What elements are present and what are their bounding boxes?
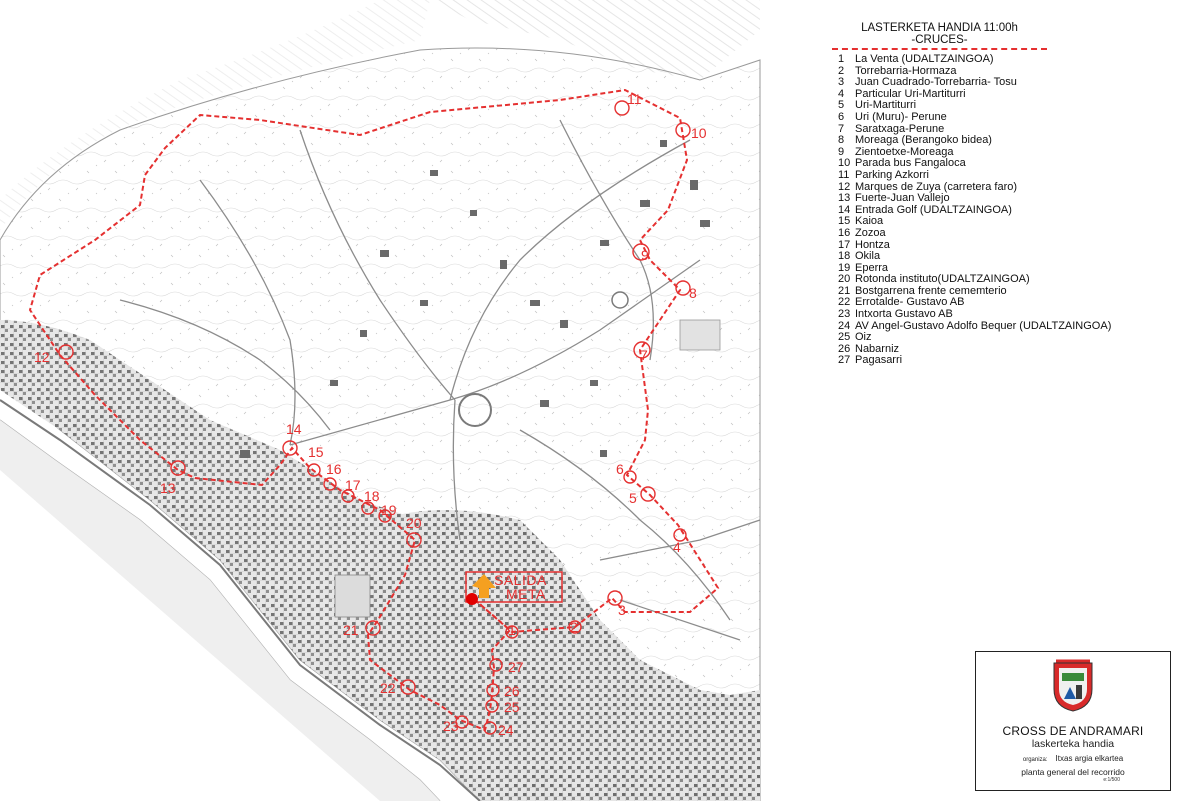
legend-item-name: Fuerte-Juan Vallejo [855,192,950,205]
cp-14: 14 [286,421,302,437]
legend-item [832,251,1172,263]
legend-item-number: 15 [838,215,851,228]
cp-4: 4 [673,539,681,555]
legend-item-number: 4 [838,87,845,100]
legend-item-name: Entrada Golf (UDALTZAINGOA) [855,203,1012,216]
cp-7: 7 [640,347,648,363]
legend-item-name: Bostgarrena frente cememterio [855,284,1007,297]
legend-item-name: Rotonda instituto(UDALTZAINGOA) [855,273,1030,286]
start-marker-icon [466,593,478,605]
legend-item-number: 19 [838,261,851,274]
legend-item-number: 8 [838,134,845,147]
legend-item-number: 1 [838,53,845,65]
legend-item-number: 26 [838,342,851,355]
cp-9: 9 [641,247,649,263]
legend-subtitle: -CRUCES- [911,34,968,46]
legend-item-name: AV Angel-Gustavo Adolfo Bequer (UDALTZAINGOA) [855,319,1112,332]
cp-20: 20 [406,515,422,531]
legend-item-name: Errotalde- Gustavo AB [855,296,965,309]
legend-item-name: Marques de Zuya (carretera faro) [855,180,1018,193]
cp-25: 25 [504,699,520,715]
scale-text: e:1/500 [1103,777,1120,783]
legend-item-number: 25 [838,331,851,344]
cp-1: 1 [508,622,516,638]
legend-title: LASTERKETA HANDIA 11:00h [861,22,1018,34]
legend-item [832,321,1172,333]
organizer-label: organiza: [1022,757,1048,763]
sports-field [335,575,370,617]
cp-22: 22 [380,680,396,696]
legend [832,22,1172,367]
cp-10: 10 [691,125,707,141]
legend-item-name: Zientoetxe-Moreaga [855,145,954,158]
legend-item-name: La Venta (UDALTZAINGOA) [855,53,994,65]
legend-item-number: 3 [838,76,845,89]
legend-item-number: 5 [838,99,845,112]
legend-item-number: 27 [838,354,851,367]
organizer-name: Itxas argia elkartea [1055,754,1124,763]
legend-item [832,205,1172,217]
cp-5: 5 [629,490,637,506]
legend-item-name: Intxorta Gustavo AB [855,308,953,321]
legend-item-name: Saratxaga-Perune [855,122,945,135]
legend-item [832,309,1172,321]
legend-item [832,355,1172,367]
cp-8: 8 [689,285,697,301]
legend-item-name: Uri-Martiturri [855,99,917,112]
legend-item-number: 18 [838,250,851,263]
legend-item [832,112,1172,124]
legend-item-name: Parada bus Fangaloca [855,157,966,170]
legend-item-number: 20 [838,273,851,286]
cp-6: 6 [616,461,624,477]
cp-17: 17 [345,477,361,493]
legend-item-name: Okila [855,250,881,263]
legend-item-number: 12 [838,180,851,193]
event-subtitle: laskerteka handia [1031,738,1115,750]
legend-item-number: 22 [838,296,851,309]
legend-item-name: Pagasarri [855,354,903,367]
legend-item-number: 23 [838,308,851,321]
event-title: CROSS DE ANDRAMARI [1002,724,1144,738]
legend-item-number: 2 [838,64,845,77]
legend-item-number: 13 [838,192,851,205]
legend-item-name: Oiz [855,331,872,344]
legend-item-name: Parking Azkorri [855,168,929,181]
plan-title: planta general del recorrido [1021,767,1125,777]
legend-item-name: Zozoa [855,226,886,239]
legend-item-name: Kaioa [855,215,884,228]
cp-11: 11 [627,91,642,107]
legend-item-name: Particular Uri-Martiturri [855,87,966,100]
cp-2: 2 [570,619,578,635]
town-crest-icon [1050,659,1096,713]
legend-item-number: 24 [838,319,851,332]
title-cartouche [975,651,1171,791]
legend-list [832,54,1172,367]
legend-item-number: 16 [838,226,851,239]
legend-item-number: 17 [838,238,851,251]
cp-24: 24 [498,722,514,738]
legend-route-line [832,48,1047,50]
cp-19: 19 [381,502,397,518]
legend-item-number: 21 [838,284,851,297]
legend-item-name: Juan Cuadrado-Torrebarria- Tosu [855,76,1017,89]
cp-18: 18 [364,488,380,504]
cp-12: 12 [34,349,50,365]
legend-item-name: Moreaga (Berangoko bidea) [855,134,992,147]
legend-item-name: Nabarniz [855,342,900,355]
organizer-line [976,754,1170,763]
legend-item-number: 9 [838,145,845,158]
legend-item-number: 6 [838,110,845,123]
sports-field-2 [680,320,720,350]
legend-item [832,135,1172,147]
legend-item-name: Eperra [855,261,889,274]
cp-27: 27 [508,659,524,675]
legend-item-number: 7 [838,122,845,135]
cp-16: 16 [326,461,342,477]
cp-21: 21 [343,622,359,638]
finish-label: META [506,586,546,602]
cp-15: 15 [308,444,324,460]
legend-item-number: 14 [838,203,851,216]
start-label: SALIDA [494,572,547,588]
legend-item [832,193,1172,205]
cp-13: 13 [160,480,176,496]
cp-23: 23 [443,718,459,734]
legend-item [832,54,1172,66]
legend-item [832,228,1172,240]
legend-item-name: Uri (Muru)- Perune [855,110,947,123]
legend-item-number: 10 [838,157,851,170]
legend-item-name: Torrebarria-Hormaza [855,64,957,77]
legend-item [832,240,1172,252]
legend-item [832,170,1172,182]
legend-item-name: Hontza [855,238,890,251]
cp-26: 26 [504,683,520,699]
legend-item-number: 11 [838,168,850,181]
cp-3: 3 [618,602,626,618]
